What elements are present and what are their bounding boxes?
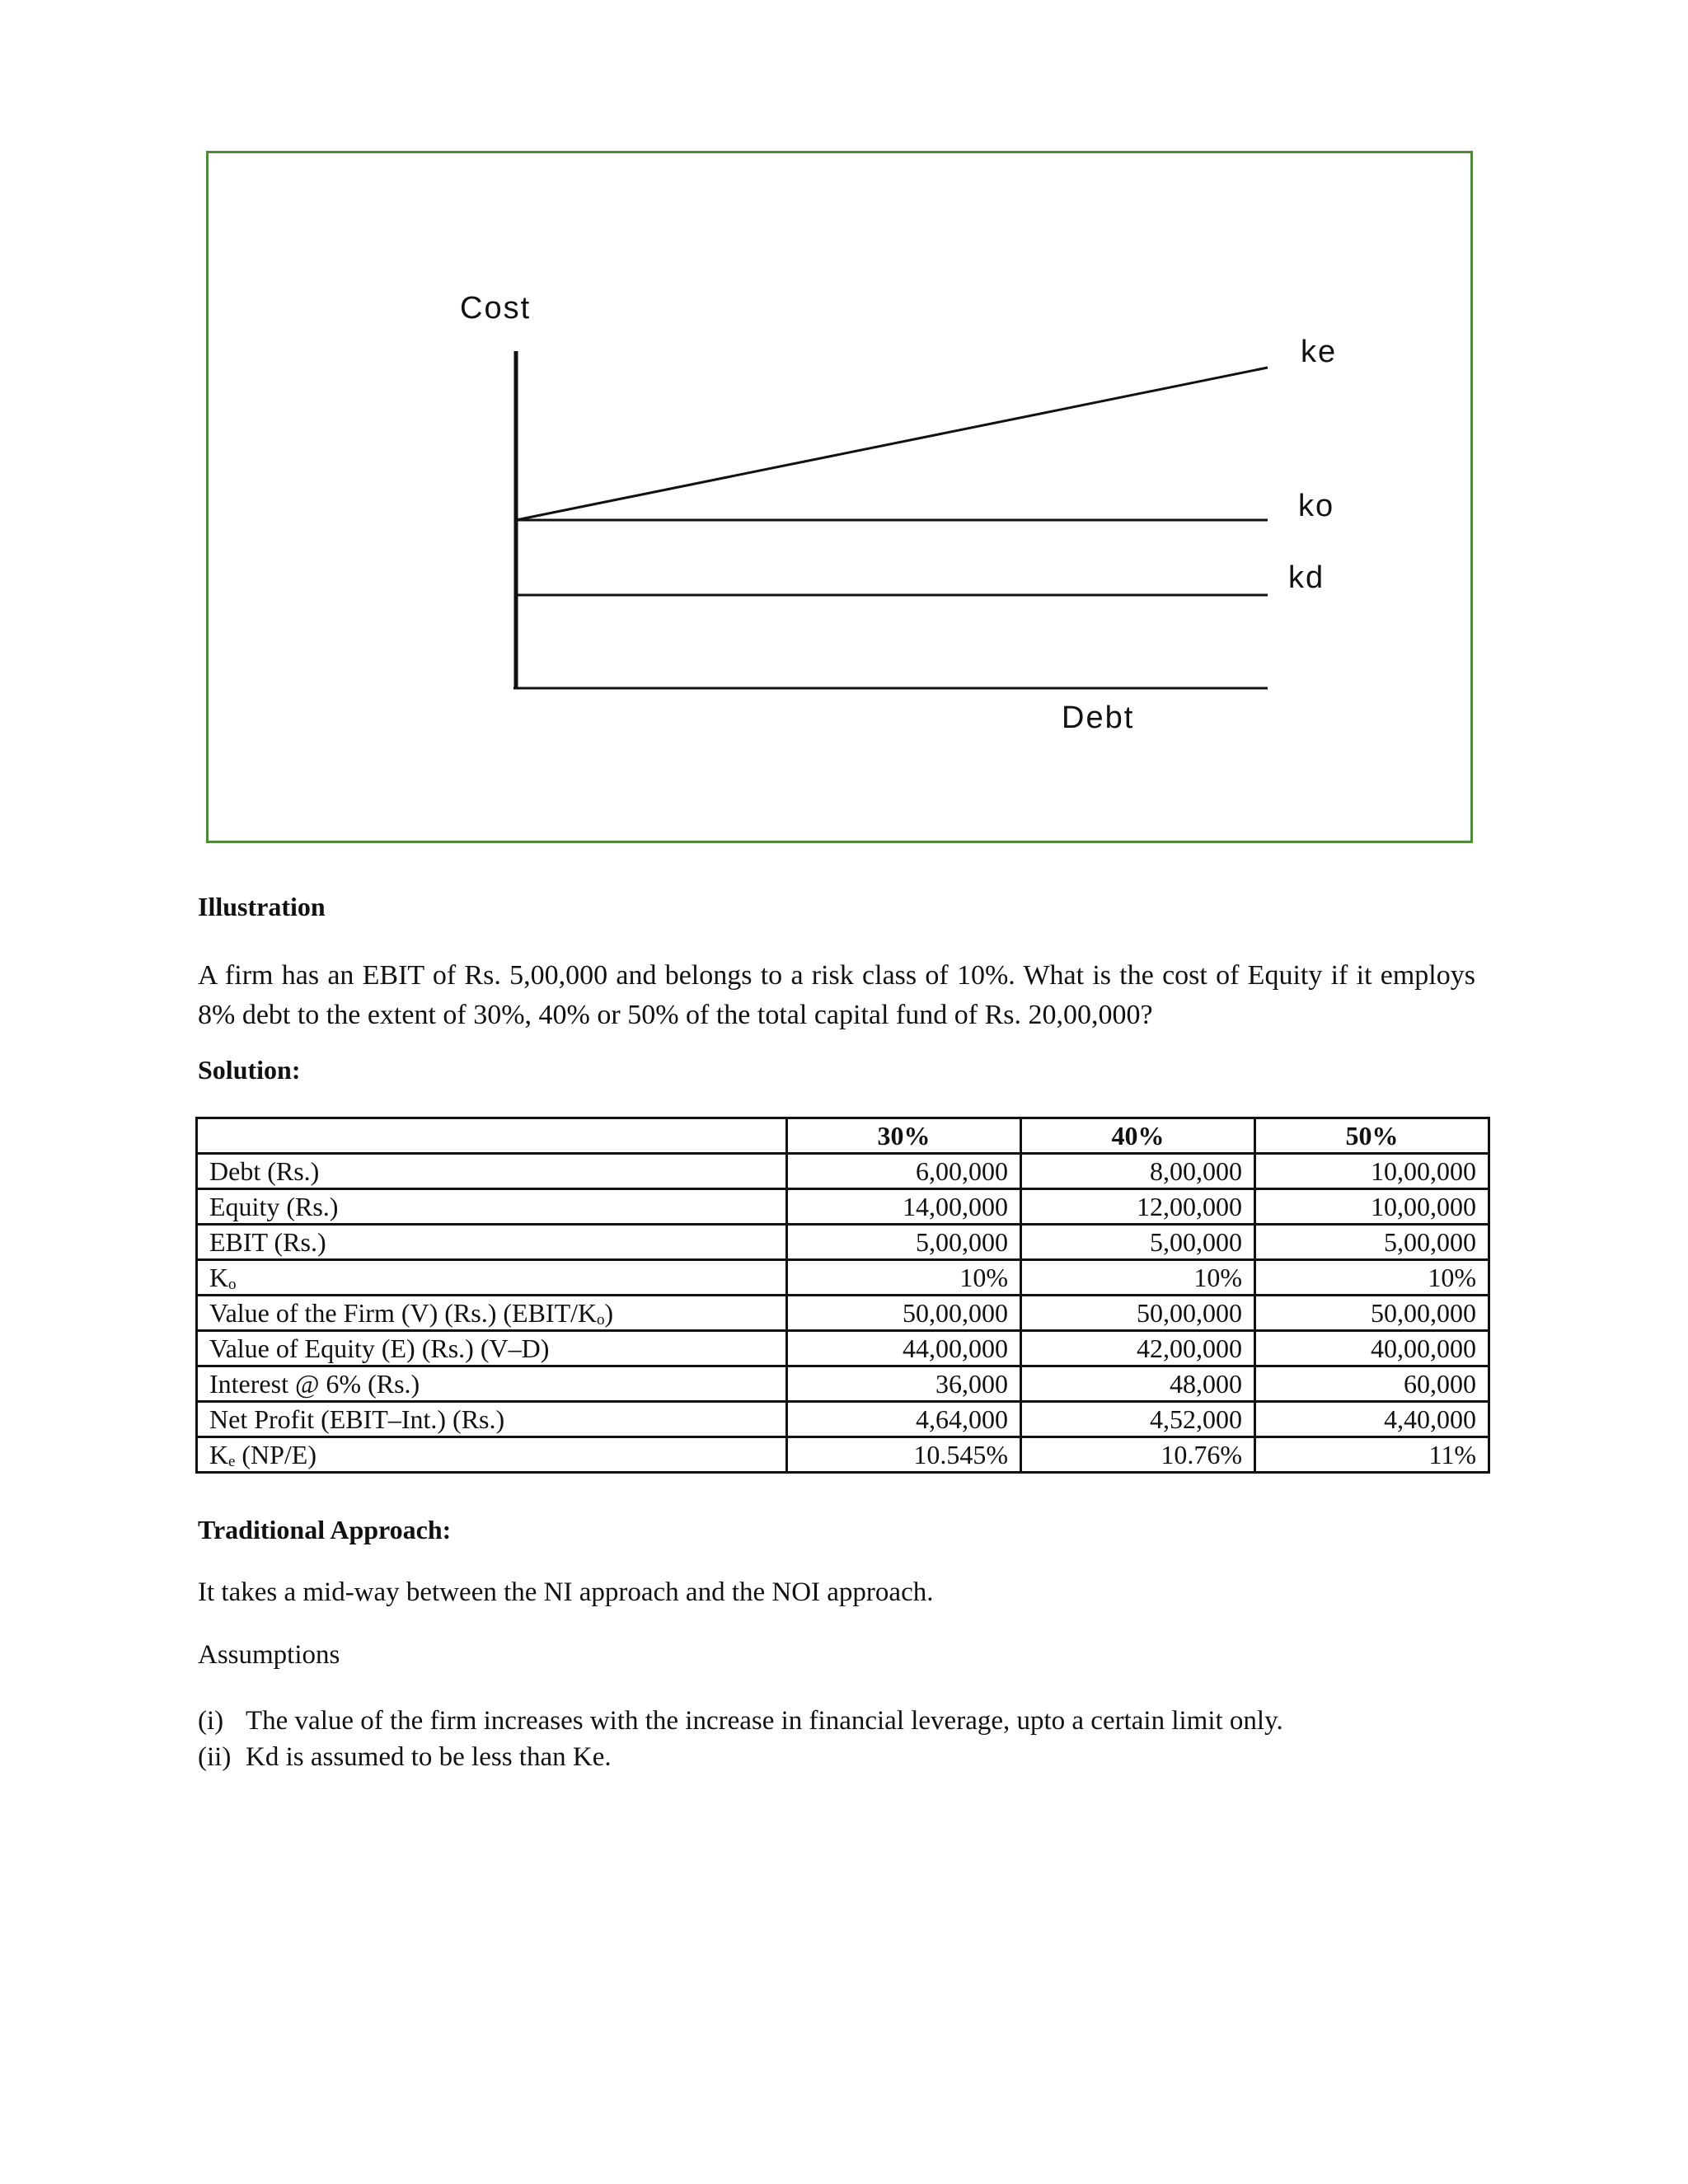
solution-heading: Solution: — [198, 1055, 301, 1085]
cell-value: 42,00,000 — [1021, 1331, 1255, 1366]
cell-value: 10% — [1255, 1260, 1489, 1296]
cell-value: 50,00,000 — [1021, 1296, 1255, 1331]
ke-label: ke — [1301, 335, 1338, 369]
figure-diagram — [209, 153, 1470, 841]
cell-value: 4,52,000 — [1021, 1402, 1255, 1437]
table-row — [197, 1189, 1489, 1225]
table-row — [197, 1331, 1489, 1366]
cell-value: 5,00,000 — [1255, 1225, 1489, 1260]
cell-value: 5,00,000 — [787, 1225, 1021, 1260]
cell-value: 50,00,000 — [787, 1296, 1021, 1331]
row-label: Value of the Firm (V) (Rs.) (EBIT/Kₒ) — [197, 1296, 787, 1331]
table-header-row — [197, 1118, 1489, 1154]
table-row — [197, 1225, 1489, 1260]
row-label: Interest @ 6% (Rs.) — [197, 1366, 787, 1402]
traditional-approach-heading: Traditional Approach: — [198, 1515, 452, 1544]
cell-value: 4,64,000 — [787, 1402, 1021, 1437]
cell-value: 8,00,000 — [1021, 1154, 1255, 1189]
cell-value: 10% — [1021, 1260, 1255, 1296]
ke-line — [516, 368, 1268, 520]
cell-value: 36,000 — [787, 1366, 1021, 1402]
table-row — [197, 1366, 1489, 1402]
cell-value: 60,000 — [1255, 1366, 1489, 1402]
cell-value: 14,00,000 — [787, 1189, 1021, 1225]
assumptions-list — [198, 1703, 1475, 1775]
column-header: 40% — [1021, 1118, 1255, 1154]
list-item-text: Kd is assumed to be less than Ke. — [246, 1742, 612, 1772]
list-item-text: The value of the firm increases with the increase in financial leverage, upto a certain limit only. — [246, 1706, 1283, 1736]
assumptions-heading: Assumptions — [198, 1640, 340, 1670]
row-label: Value of Equity (E) (Rs.) (V–D) — [197, 1331, 787, 1366]
cell-value: 10% — [787, 1260, 1021, 1296]
row-label: Debt (Rs.) — [197, 1154, 787, 1189]
row-label: Kₒ — [197, 1260, 787, 1296]
cost-of-capital-figure — [206, 151, 1473, 843]
y-axis-label: Cost — [460, 291, 532, 326]
solution-table — [195, 1117, 1490, 1474]
table-row — [197, 1437, 1489, 1473]
cell-value: 5,00,000 — [1021, 1225, 1255, 1260]
list-item-number: (ii) — [198, 1742, 232, 1772]
row-label: Equity (Rs.) — [197, 1189, 787, 1225]
cell-value: 6,00,000 — [787, 1154, 1021, 1189]
table-row — [197, 1260, 1489, 1296]
problem-statement: A firm has an EBIT of Rs. 5,00,000 and belongs to a risk class of 10%. What is the cost of Equity if it employs 8% debt to the extent of 30%, 40% or 50% of the total capital fund of Rs. 20,00,000? — [198, 960, 1475, 1030]
illustration-heading: Illustration — [198, 892, 326, 921]
kd-label: kd — [1288, 560, 1325, 595]
list-item — [198, 1703, 1475, 1739]
cell-value: 11% — [1255, 1437, 1489, 1473]
cell-value: 10.545% — [787, 1437, 1021, 1473]
column-header: 50% — [1255, 1118, 1489, 1154]
ko-label: ko — [1298, 489, 1335, 523]
x-axis-label: Debt — [1062, 701, 1135, 735]
header-empty — [197, 1118, 787, 1154]
table-row — [197, 1154, 1489, 1189]
cell-value: 10,00,000 — [1255, 1189, 1489, 1225]
list-item — [198, 1739, 1475, 1775]
row-label: Net Profit (EBIT–Int.) (Rs.) — [197, 1402, 787, 1437]
cell-value: 4,40,000 — [1255, 1402, 1489, 1437]
cell-value: 10.76% — [1021, 1437, 1255, 1473]
table-row — [197, 1296, 1489, 1331]
cell-value: 48,000 — [1021, 1366, 1255, 1402]
cell-value: 40,00,000 — [1255, 1331, 1489, 1366]
cell-value: 50,00,000 — [1255, 1296, 1489, 1331]
column-header: 30% — [787, 1118, 1021, 1154]
traditional-approach-text: It takes a mid-way between the NI approach and the NOI approach. — [198, 1577, 934, 1607]
table-row — [197, 1402, 1489, 1437]
list-item-number: (i) — [198, 1706, 224, 1736]
cell-value: 10,00,000 — [1255, 1154, 1489, 1189]
cell-value: 12,00,000 — [1021, 1189, 1255, 1225]
row-label: Kₑ (NP/E) — [197, 1437, 787, 1473]
row-label: EBIT (Rs.) — [197, 1225, 787, 1260]
cell-value: 44,00,000 — [787, 1331, 1021, 1366]
